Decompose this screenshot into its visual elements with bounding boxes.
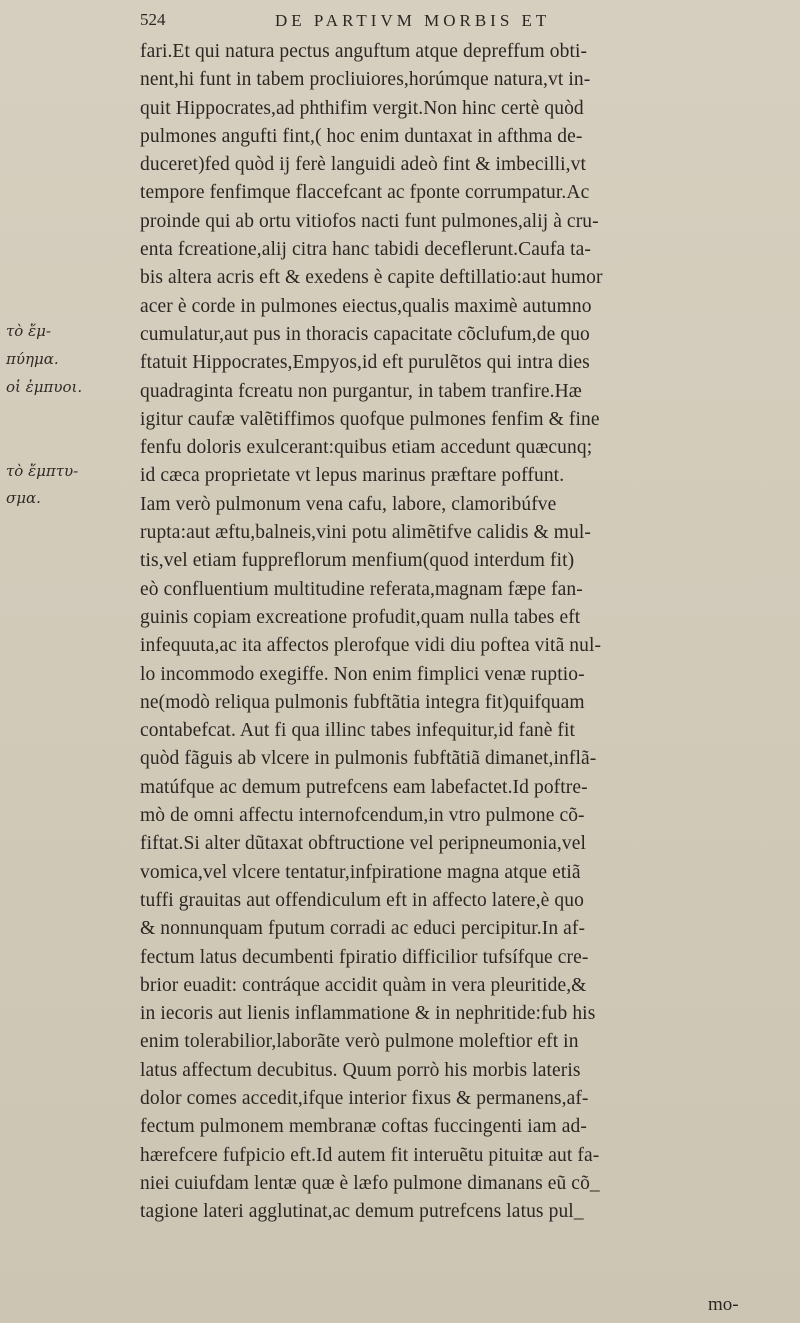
margin-note: πύημα. (6, 350, 59, 368)
text-line: tis,vel etiam fuppreflorum menfium(quod interdum fit) (140, 550, 575, 572)
text-line: tempore fenfimque flaccefcant ac fponte corrumpatur.Ac (140, 182, 590, 204)
text-line: tagione lateri agglutinat,ac demum putrefcens latus pul_ (140, 1201, 584, 1223)
text-line: quadraginta fcreatu non purgantur, in tabem tranfire.Hæ (140, 380, 582, 402)
text-line: ne(modò reliqua pulmonis fubftãtia integra fit)quifquam (140, 691, 585, 713)
text-line: ftatuit Hippocrates,Empyos,id eft purulẽtos qui intra dies (140, 352, 590, 374)
text-line: eò confluentium multitudine referata,magnam fæpe fan- (140, 578, 583, 600)
margin-note: σμα. (6, 489, 41, 507)
text-line: vomica,vel vlcere tentatur,infpiratione magna atque etiã (140, 861, 581, 883)
body-text (140, 38, 780, 1226)
text-line: mò de omni affectu internofcendum,in vtro pulmone cõ- (140, 805, 585, 827)
text-line: cumulatur,aut pus in thoracis capacitate cõclufum,de quo (140, 323, 590, 345)
text-line: quòd fãguis ab vlcere in pulmonis fubftãtiã dimanet,inflã- (140, 748, 597, 770)
text-line: guinis copiam excreatione profudit,quam nulla tabes eft (140, 606, 581, 628)
text-line: pulmones angufti fint,( hoc enim duntaxat in afthma de- (140, 125, 583, 147)
page-header (140, 10, 760, 40)
text-line: proinde qui ab ortu vitiofos nacti funt pulmones,alij à cru- (140, 210, 599, 232)
text-line: duceret)fed quòd ij ferè languidi adeò fint & imbecilli,vt (140, 154, 587, 176)
margin-note: οἱ ἐμπυοι. (6, 378, 83, 396)
text-line: hærefcere fufpicio eft.Id autem fit interuẽtu pituitæ aut fa- (140, 1144, 600, 1166)
text-line: in iecoris aut lienis inflammatione & in nephritide:fub his (140, 1003, 596, 1025)
text-line: latus affectum decubitus. Quum porrò his morbis lateris (140, 1059, 581, 1081)
text-line: igitur caufæ valẽtiffimos quofque pulmones fenfim & fine (140, 408, 600, 430)
text-line: fenfu doloris exulcerant:quibus etiam accedunt quæcunq; (140, 437, 593, 459)
text-line: fectum pulmonem membranæ coftas fuccingenti iam ad- (140, 1116, 587, 1138)
running-title: DE PARTIVM MORBIS ET (275, 11, 551, 30)
text-line: contabefcat. Aut fi qua illinc tabes infequitur,id fanè fit (140, 720, 576, 742)
text-line: Iam verò pulmonum vena cafu, labore, clamoribúfve (140, 493, 557, 515)
text-line: fari.Et qui natura pectus anguftum atque depreffum obti- (140, 41, 588, 62)
text-line: dolor comes accedit,ifque interior fixus & permanens,af- (140, 1087, 589, 1109)
text-line: acer è corde in pulmones eiectus,qualis maximè autumno (140, 295, 592, 317)
text-line: & nonnunquam fputum corradi ac educi percipitur.In af- (140, 918, 586, 940)
text-line: quit Hippocrates,ad phthifim vergit.Non hinc certè quòd (140, 97, 584, 119)
text-line: matúfque ac demum putrefcens eam labefactet.Id poftre- (140, 776, 588, 798)
page-number: 524 (140, 10, 166, 29)
text-line: infequuta,ac ita affectos plerofque vidi diu poftea vitã nul- (140, 635, 602, 657)
text-line: enim tolerabilior,laborãte verò pulmone moleftior eft in (140, 1031, 579, 1053)
text-line: fiftat.Si alter dũtaxat obftructione vel peripneumonia,vel (140, 833, 587, 855)
margin-note: τὸ ἔμ- (6, 322, 51, 340)
text-line: bis altera acris eft & exedens è capite deftillatio:aut humor (140, 267, 603, 289)
text-line: fectum latus decumbenti fpiratio difficilior tufsífque cre- (140, 946, 589, 968)
text-line: brior euadit: contráque accidit quàm in vera pleuritide,& (140, 974, 587, 996)
margin-notes (0, 0, 128, 1323)
text-line: id cæca proprietate vt lepus marinus præftare poffunt. (140, 465, 565, 487)
text-line: niei cuiufdam lentæ quæ è læfo pulmone dimanans eũ cõ_ (140, 1172, 600, 1194)
text-line: rupta:aut æftu,balneis,vini potu alimẽtifve calidis & mul- (140, 522, 591, 544)
text-line: tuffi grauitas aut offendiculum eft in affecto latere,è quo (140, 889, 584, 911)
margin-note: τὸ ἔμπτυ- (6, 462, 79, 480)
text-line: lo incommodo exegiffe. Non enim fimplici venæ ruptio- (140, 663, 585, 685)
text-line: nent,hi funt in tabem procliuiores,horúmque natura,vt in- (140, 69, 591, 91)
catchword: mo- (708, 1294, 739, 1315)
text-line: enta fcreatione,alij citra hanc tabidi deceflerunt.Caufa ta- (140, 239, 592, 261)
